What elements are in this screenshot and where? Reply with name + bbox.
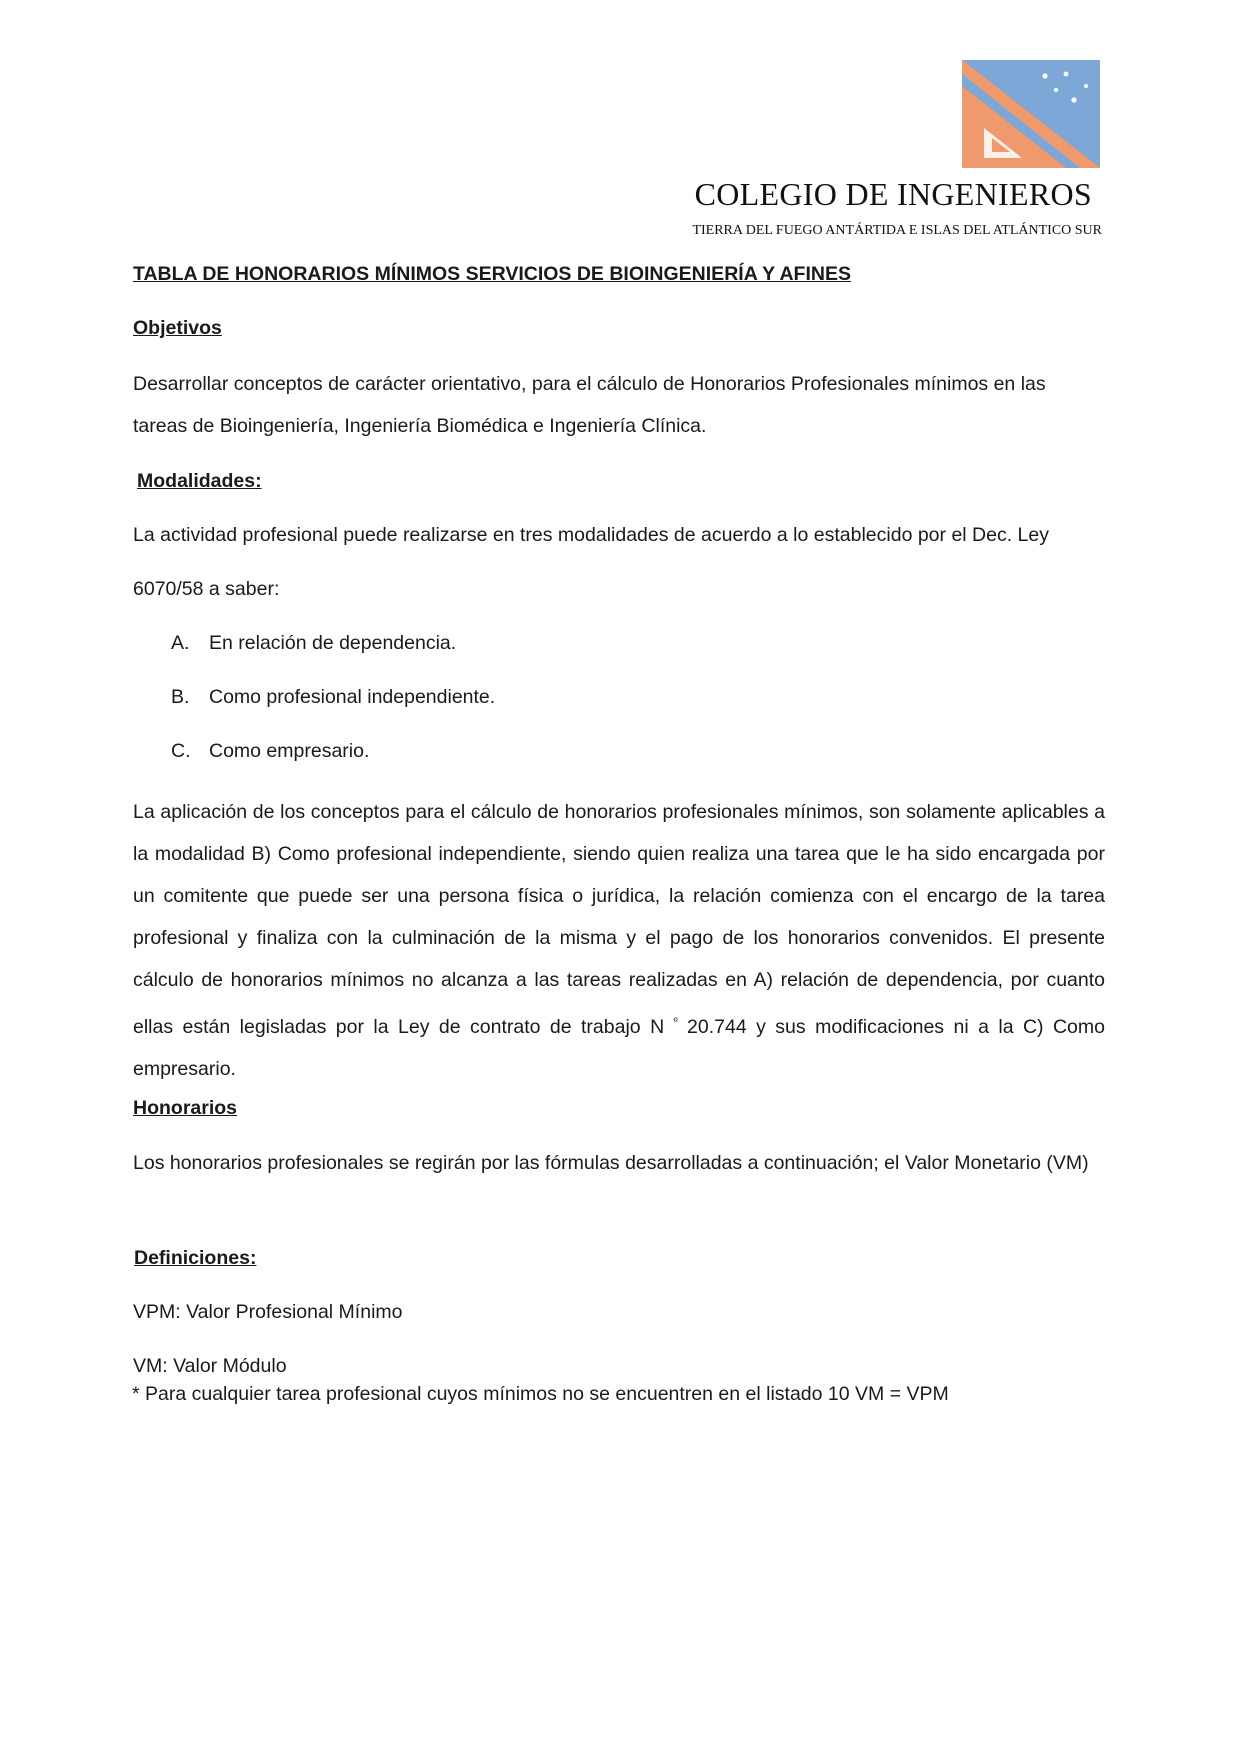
list-item-text: En relación de dependencia. [209,632,457,654]
definition-vpm: VPM: Valor Profesional Mínimo [133,1301,403,1323]
honorarios-text: Los honorarios profesionales se regirán por las fórmulas desarrolladas a continuación; el Valor Monetario (VM) [133,1152,1089,1174]
aplicacion-paragraph [133,791,1105,1090]
colegio-logo [962,60,1100,168]
list-marker: A. [171,632,190,654]
objetivos-heading: Objetivos [133,317,222,339]
objetivos-text: Desarrollar conceptos de carácter orientativo, para el cálculo de Honorarios Profesionales mínimos en las tareas de Bioingeniería, Ingeniería Biomédica e Ingeniería Clínica. [133,373,1046,437]
org-name: COLEGIO DE INGENIEROS [694,176,1092,212]
list-item [171,632,456,655]
list-marker: B. [171,686,190,708]
list-item-text: Como empresario. [209,740,370,762]
modalidades-line-1: La actividad profesional puede realizarse en tres modalidades de acuerdo a lo establecido por el Dec. Ley [133,524,1049,546]
document-title: TABLA DE HONORARIOS MÍNIMOS SERVICIOS DE BIOINGENIERÍA Y AFINES [133,263,851,285]
definiciones-heading: Definiciones: [134,1247,257,1269]
ordinal-superscript: º [673,1016,678,1028]
aplicacion-text-end: 20.744 y sus modificaciones ni a la C) Como empresario. [133,1016,1105,1080]
list-item [171,686,495,709]
honorarios-heading: Honorarios [133,1097,238,1119]
modalidades-heading: Modalidades: [137,470,262,492]
list-marker: C. [171,740,191,762]
definition-note: * Para cualquier tarea profesional cuyos mínimos no se encuentren en el listado 10 VM = VPM [132,1383,949,1405]
modalidades-line-2: 6070/58 a saber: [133,578,280,600]
list-item-text: Como profesional independiente. [209,686,496,708]
definition-vm: VM: Valor Módulo [133,1355,287,1377]
org-subtitle: TIERRA DEL FUEGO ANTÁRTIDA E ISLAS DEL ATLÁNTICO SUR [692,223,1102,238]
aplicacion-text: La aplicación de los conceptos para el cálculo de honorarios profesionales mínimos, son solamente aplicables a la modalidad B) Como profesional independiente, siendo quien realiza una tarea que le ha sido encargada por un comitente que puede ser una persona física o jurídica, la relación comienza con el encargo de la tarea profesional y finaliza con la culminación de la misma y el pago de los honorarios convenidos. El presente cálculo de honorarios mínimos no alcanza a las tareas realizadas en A) relación de dependencia, por cuanto ellas están legisladas por la Ley de contrato de trabajo N [133,801,1105,1038]
list-item [171,740,369,763]
